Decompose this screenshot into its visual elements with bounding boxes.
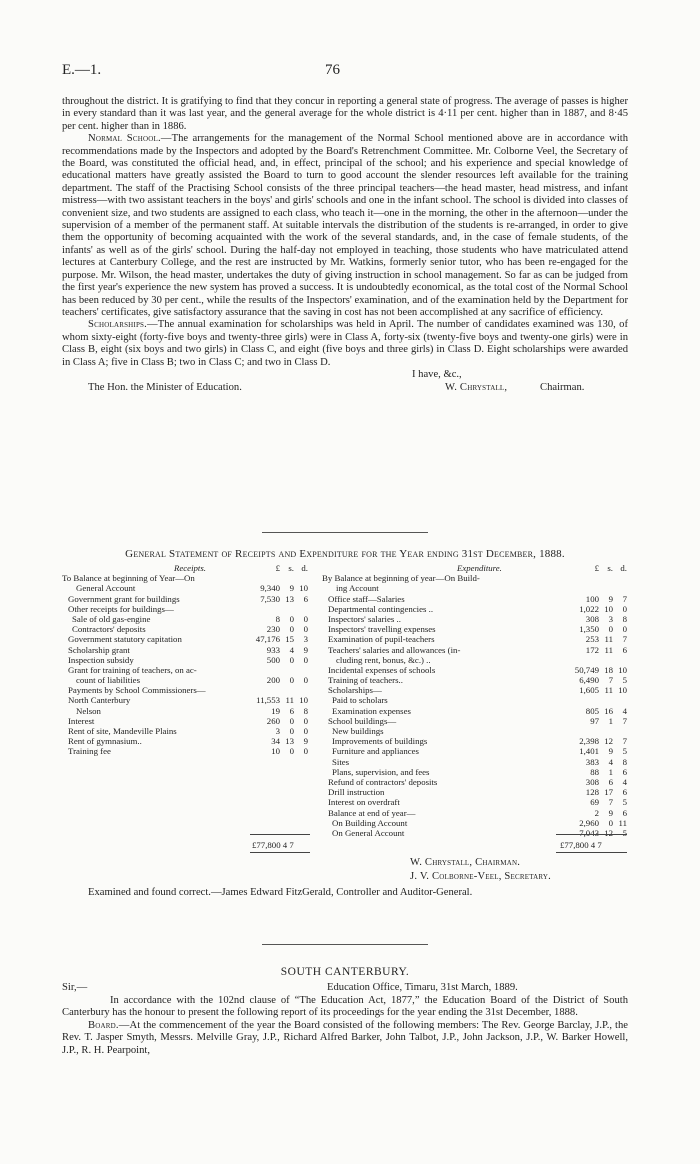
receipt-pounds: 260 <box>266 715 280 726</box>
expenditure-pounds: 1,605 <box>579 685 599 696</box>
receipts-heading-row <box>62 563 308 573</box>
expenditure-shillings: 17 <box>604 787 613 798</box>
expenditure-row <box>322 716 627 726</box>
expenditure-shillings: 12 <box>604 736 613 747</box>
shilling-symbol: s. <box>288 563 294 573</box>
expenditure-pounds: 253 <box>585 634 599 645</box>
expenditure-shillings: 0 <box>608 624 613 635</box>
pence-symbol: d. <box>301 563 308 573</box>
expenditure-row <box>322 797 627 807</box>
signatory-name: W. Chrystall, <box>445 381 508 393</box>
receipt-label: Sale of old gas-engine <box>72 613 151 624</box>
expenditure-label: School buildings— <box>328 715 397 726</box>
expenditure-pounds: 100 <box>585 593 599 604</box>
paragraph-normal-school <box>62 133 628 319</box>
receipt-label: Scholarship grant <box>68 644 130 655</box>
section-divider <box>262 532 428 533</box>
receipt-shillings: 4 <box>289 644 294 655</box>
expenditure-label: By Balance at beginning of year—On Build- <box>322 573 480 584</box>
expenditure-pounds: 805 <box>585 705 599 716</box>
expenditure-heading: Expenditure. <box>457 563 502 573</box>
expenditure-pence: 6 <box>622 766 627 777</box>
receipt-label: Rent of gymnasium.. <box>68 736 142 747</box>
receipt-row <box>62 695 308 705</box>
expenditure-label: cluding rent, bonus, &c.) .. <box>336 654 431 665</box>
receipt-pence: 6 <box>303 593 308 604</box>
expenditure-label: Teachers' salaries and allowances (in- <box>328 644 461 655</box>
expenditure-row <box>322 655 627 665</box>
expenditure-pence: 7 <box>622 634 627 645</box>
receipt-row <box>62 706 308 716</box>
receipt-label: count of liabilities <box>76 675 141 686</box>
expenditure-pounds: 1,350 <box>579 624 599 635</box>
receipt-row <box>62 594 308 604</box>
receipt-label: Payments by School Commissioners— <box>68 685 206 696</box>
page-number: 76 <box>325 62 340 78</box>
expenditure-label: Examination expenses <box>332 705 411 716</box>
receipt-pence: 9 <box>303 736 308 747</box>
receipts-total-underline <box>250 852 310 853</box>
expenditure-row <box>322 808 627 818</box>
receipt-row <box>62 573 308 583</box>
expenditure-shillings: 4 <box>608 756 613 767</box>
receipt-pounds: 933 <box>266 644 280 655</box>
expenditure-pence: 7 <box>622 736 627 747</box>
i-have: I have, &c., <box>412 368 462 380</box>
expenditure-row <box>322 634 627 644</box>
expenditure-pounds: 97 <box>590 715 599 726</box>
expenditure-pence: 6 <box>622 807 627 818</box>
receipt-shillings: 0 <box>289 726 294 736</box>
expenditure-row <box>322 757 627 767</box>
addressee: The Hon. the Minister of Education. <box>88 381 242 393</box>
receipt-row <box>62 645 308 655</box>
expenditure-row <box>322 746 627 756</box>
receipt-row <box>62 665 308 675</box>
expenditure-shillings: 11 <box>604 685 613 696</box>
receipt-row <box>62 716 308 726</box>
receipt-row <box>62 634 308 644</box>
expenditure-pounds: 383 <box>585 756 599 767</box>
expenditure-pence: 0 <box>622 624 627 635</box>
expenditure-pounds: 6,490 <box>579 675 599 686</box>
expenditure-label: Examination of pupil-teachers <box>328 634 435 645</box>
expenditure-row <box>322 767 627 777</box>
receipt-pounds: 7,530 <box>260 593 280 604</box>
expenditure-row <box>322 645 627 655</box>
expenditure-row <box>322 787 627 797</box>
expenditure-shillings: 11 <box>604 644 613 655</box>
south-canterbury-title: SOUTH CANTERBURY. <box>280 966 410 978</box>
receipt-pence: 0 <box>303 654 308 665</box>
receipts-column <box>62 563 308 757</box>
pence-symbol: d. <box>620 563 627 573</box>
expenditure-pence: 10 <box>618 685 627 696</box>
expenditure-row <box>322 695 627 705</box>
expenditure-pence: 8 <box>622 613 627 624</box>
expenditure-shillings: 3 <box>608 613 613 624</box>
receipt-pence: 0 <box>303 613 308 624</box>
receipt-pounds: 9,340 <box>260 583 280 594</box>
receipt-label: Training fee <box>68 746 111 757</box>
expenditure-row <box>322 685 627 695</box>
expenditure-label: Inspectors' salaries .. <box>328 613 401 624</box>
salutation: Sir,— <box>62 982 88 993</box>
expenditure-pence: 4 <box>622 705 627 716</box>
receipts-total-rule <box>250 834 310 835</box>
expenditure-pounds: 88 <box>590 766 599 777</box>
expenditure-row <box>322 706 627 716</box>
expenditure-pence: 6 <box>622 787 627 798</box>
receipt-label: Interest <box>68 715 95 726</box>
salutation-line <box>62 982 628 995</box>
expenditure-shillings: 1 <box>608 715 613 726</box>
expenditure-row <box>322 675 627 685</box>
receipt-pounds: 200 <box>266 675 280 686</box>
page-header <box>62 62 638 82</box>
receipt-row <box>62 655 308 665</box>
receipts-heading: Receipts. <box>174 563 206 573</box>
expenditure-pence: 6 <box>622 644 627 655</box>
expenditure-shillings: 9 <box>608 807 613 818</box>
signature-line <box>62 382 628 395</box>
expenditure-shillings: 7 <box>608 797 613 808</box>
expenditure-pounds: 1,401 <box>579 746 599 757</box>
south-canterbury-body <box>62 982 628 1057</box>
receipt-label: Grant for training of teachers, on ac- <box>68 664 197 675</box>
expenditure-row <box>322 736 627 746</box>
receipt-pounds: 500 <box>266 654 280 665</box>
expenditure-shillings: 0 <box>608 817 613 828</box>
receipt-pounds: 3 <box>275 726 280 736</box>
expenditure-pounds: 128 <box>585 787 599 798</box>
expenditure-row <box>322 604 627 614</box>
receipt-row <box>62 583 308 593</box>
expenditure-shillings: 12 <box>604 827 613 838</box>
receipt-row <box>62 726 308 736</box>
expenditure-pounds: 172 <box>585 644 599 655</box>
scholarships-heading: Scholarships.— <box>88 319 158 331</box>
receipt-pounds: 10 <box>271 746 280 757</box>
expenditure-pence: 8 <box>622 756 627 767</box>
receipt-pence: 8 <box>303 705 308 716</box>
paragraph-scholarships <box>62 319 628 369</box>
receipt-shillings: 9 <box>289 583 294 594</box>
expenditure-label: On General Account <box>332 827 405 838</box>
receipt-label: General Account <box>76 583 136 594</box>
pound-symbol: £ <box>275 563 280 573</box>
expenditure-label: Drill instruction <box>328 787 385 798</box>
receipt-pounds: 47,176 <box>255 634 280 645</box>
expenditure-row <box>322 624 627 634</box>
receipt-shillings: 0 <box>289 715 294 726</box>
closing-line <box>62 369 628 382</box>
expenditure-total: £77,800 4 7 <box>560 840 602 850</box>
expenditure-row <box>322 828 627 838</box>
receipt-label: Inspection subsidy <box>68 654 134 665</box>
receipt-label: Other receipts for buildings— <box>68 603 174 614</box>
expenditure-shillings: 9 <box>608 593 613 604</box>
expenditure-row <box>322 594 627 604</box>
report-body <box>62 96 628 395</box>
expenditure-shillings: 18 <box>604 664 613 675</box>
shilling-symbol: s. <box>607 563 613 573</box>
expenditure-label: Scholarships— <box>328 685 382 696</box>
receipt-row <box>62 604 308 614</box>
expenditure-label: On Building Account <box>332 817 408 828</box>
expenditure-pounds: 50,749 <box>574 664 599 675</box>
expenditure-label: Improvements of buildings <box>332 736 428 747</box>
expenditure-row <box>322 726 627 736</box>
expenditure-pounds: 69 <box>590 797 599 808</box>
receipt-pence: 0 <box>303 746 308 757</box>
normal-school-heading: Normal School.— <box>88 133 172 145</box>
receipt-pence: 9 <box>303 644 308 655</box>
expenditure-shillings: 10 <box>604 603 613 614</box>
expenditure-row <box>322 777 627 787</box>
expenditure-total-underline <box>556 852 627 853</box>
expenditure-pence: 5 <box>622 797 627 808</box>
receipt-pence: 0 <box>303 715 308 726</box>
expenditure-pounds: 7,043 <box>579 827 599 838</box>
receipts-total: £77,800 4 7 <box>252 840 294 850</box>
receipt-pence: 3 <box>303 634 308 645</box>
expenditure-pounds: 308 <box>585 613 599 624</box>
expenditure-shillings: 9 <box>608 746 613 757</box>
expenditure-shillings: 11 <box>604 634 613 645</box>
receipt-shillings: 0 <box>289 654 294 665</box>
expenditure-pence: 5 <box>622 746 627 757</box>
paragraph-progress: throughout the district. It is gratifying to find that they concur in reporting a general state of progress. The average of passes is higher in every standard than it was last year, and the general average for the whole district is 4·11 per cent. higher than in 1887, and 8·45 per cent. higher than in 1886. <box>62 96 628 132</box>
expenditure-row <box>322 665 627 675</box>
expenditure-label: Office staff—Salaries <box>328 593 405 604</box>
receipt-row <box>62 685 308 695</box>
secretary-signature: J. V. Colborne-Veel, Secretary. <box>410 871 551 882</box>
expenditure-pence: 4 <box>622 776 627 787</box>
auditor-note: Examined and found correct.—James Edward FitzGerald, Controller and Auditor-General. <box>88 887 473 898</box>
scholarships-text: The annual examination for scholarships was held in April. The number of candidates examined was 130, of whom sixty-eight (forty-five boys and twenty-three girls) were in Class A, forty-six (twenty-five boys and twenty-one girls) were in Class B, eight (six boys and two girls) in Class C, and eight (five boys and three girls) in Class D. Eight scholarships were awarded in Class A; five in Class B; two in Class C; and two in Class D. <box>62 319 628 368</box>
expenditure-label: Inspectors' travelling expenses <box>328 624 436 635</box>
receipt-pence: 0 <box>303 726 308 736</box>
receipt-pence: 10 <box>299 583 308 594</box>
section-divider-2 <box>262 944 428 945</box>
expenditure-pence: 5 <box>622 827 627 838</box>
board-text: At the commencement of the year the Board consisted of the following members: The Rev. George Barclay, J.P., the Rev. T. Jasper Smyth, Messrs. Melville Gray, J.P., Richard Alfred Barker, John Talbot, J.P., John Jackson, J.P., W. Barker Howell, J.P., R. H. Pearpoint, <box>62 1019 628 1056</box>
receipt-label: To Balance at beginning of Year—On <box>62 573 195 584</box>
board-heading: Board.— <box>88 1019 130 1031</box>
receipt-label: Rent of site, Mandeville Plains <box>68 726 177 736</box>
expenditure-pounds: 1,022 <box>579 603 599 614</box>
expenditure-pence: 7 <box>622 593 627 604</box>
expenditure-label: Refund of contractors' deposits <box>328 776 438 787</box>
receipt-pounds: 11,553 <box>256 695 280 706</box>
expenditure-label: ing Account <box>336 583 379 594</box>
expenditure-row <box>322 573 627 583</box>
expenditure-pence: 5 <box>622 675 627 686</box>
receipt-row <box>62 736 308 746</box>
expenditure-pounds: 2,960 <box>579 817 599 828</box>
expenditure-label: Departmental contingencies .. <box>328 603 434 614</box>
receipt-shillings: 11 <box>285 695 294 706</box>
receipt-row <box>62 614 308 624</box>
expenditure-row <box>322 818 627 828</box>
receipt-shillings: 13 <box>285 736 294 747</box>
receipt-pence: 0 <box>303 624 308 635</box>
receipt-pounds: 230 <box>266 624 280 635</box>
receipt-pounds: 19 <box>271 705 280 716</box>
expenditure-label: New buildings <box>332 726 384 736</box>
office-date: Education Office, Timaru, 31st March, 1889. <box>327 982 518 993</box>
receipt-label: Contractors' deposits <box>72 624 146 635</box>
receipt-shillings: 15 <box>285 634 294 645</box>
expenditure-row <box>322 614 627 624</box>
expenditure-pounds: 2,398 <box>579 736 599 747</box>
expenditure-total-rule <box>556 834 627 835</box>
expenditure-row <box>322 583 627 593</box>
statement-title: General Statement of Receipts and Expenditure for the Year ending 31st December, 1888. <box>125 548 565 560</box>
signatory-role: Chairman. <box>540 381 585 393</box>
pound-symbol: £ <box>594 563 599 573</box>
receipt-shillings: 0 <box>289 675 294 686</box>
expenditure-pounds: 308 <box>585 776 599 787</box>
receipt-row <box>62 624 308 634</box>
receipt-shillings: 0 <box>289 624 294 635</box>
expenditure-label: Sites <box>332 756 350 767</box>
receipt-label: Government grant for buildings <box>68 593 180 604</box>
expenditure-shillings: 16 <box>604 705 613 716</box>
receipt-shillings: 13 <box>285 593 294 604</box>
receipt-shillings: 0 <box>289 746 294 757</box>
expenditure-pounds: 2 <box>594 807 599 818</box>
expenditure-label: Paid to scholars <box>332 695 388 706</box>
expenditure-shillings: 6 <box>608 776 613 787</box>
expenditure-shillings: 1 <box>608 766 613 777</box>
report-reference: E.—1. <box>62 62 102 78</box>
expenditure-label: Interest on overdraft <box>328 797 400 808</box>
expenditure-label: Plans, supervision, and fees <box>332 766 430 777</box>
expenditure-pence: 0 <box>622 603 627 614</box>
receipt-pence: 0 <box>303 675 308 686</box>
receipt-shillings: 0 <box>289 613 294 624</box>
receipt-shillings: 6 <box>289 705 294 716</box>
chairman-signature: W. Chrystall, Chairman. <box>410 857 521 868</box>
expenditure-column <box>322 563 627 838</box>
normal-school-text: The arrangements for the management of the Normal School mentioned above are in accordance with recommendations made by the Inspectors and adopted by the Board's Retrenchment Committee. Mr. Colborne Veel, the Secretary of the Board, was constituted the official head, and, in effect, principal of the school; and his experience and special knowledge of educational matters have greatly assisted the Board to turn to good account the slender resources left available for the training department. The staff of the Practising School consists of the three principal teachers—the head master, head mistress, and infant mistress—with two assistant teachers in the boys' and girls' schools and one in the infant school. The school is divided into classes of convenient size, and two students are assigned to each class, who teach it—one in the morning, the other in the afternoon—under the supervision of a member of the permanent staff. At suitable intervals the distribution of the students is re-arranged, in order to give them the opportunity of becoming acquainted with the work of the several standards, and, in the case of female students, of the infants' as well as of the girls' school. During the half-day not employed in teaching, those students who have matriculated attend lectures at Canterbury College, and the rest are instructed by Mr. Watkins, formerly senior tutor, who has been re-engaged for the purpose. Mr. Wilson, the head master, undertakes the duty of giving instruction in school management. So far as can be judged from the first year's experience the new system has proved a success. It is undoubtedly economical, as the total cost of the Normal School has been reduced by 30 per cent., while the results of the Inspectors' examination, and of the examination held by the Department for teachers' certificates, give satisfactory assurance that the saving in cost has not been accomplished at any sacrifice of efficiency. <box>62 133 628 318</box>
expenditure-pence: 11 <box>618 817 627 828</box>
south-board-paragraph <box>62 1020 628 1057</box>
expenditure-pence: 10 <box>618 664 627 675</box>
expenditure-pence: 7 <box>622 715 627 726</box>
receipt-label: Government statutory capitation <box>68 634 182 645</box>
receipt-pounds: 34 <box>271 736 280 747</box>
expenditure-label: Furniture and appliances <box>332 746 419 757</box>
expenditure-label: Incidental expenses of schools <box>328 664 436 675</box>
receipt-row <box>62 675 308 685</box>
south-intro-paragraph: In accordance with the 102nd clause of “The Education Act, 1877,” the Education Board of the District of South Canterbury has the honour to present the following report of its proceedings for the year ending the 31st December, 1888. <box>62 995 628 1019</box>
expenditure-label: Training of teachers.. <box>328 675 403 686</box>
expenditure-shillings: 7 <box>608 675 613 686</box>
receipt-label: North Canterbury <box>68 695 131 706</box>
receipt-label: Nelson <box>76 705 101 716</box>
receipt-pence: 10 <box>299 695 308 706</box>
expenditure-label: Balance at end of year— <box>328 807 416 818</box>
expenditure-heading-row <box>322 563 627 573</box>
receipt-pounds: 8 <box>275 613 280 624</box>
receipt-row <box>62 746 308 756</box>
